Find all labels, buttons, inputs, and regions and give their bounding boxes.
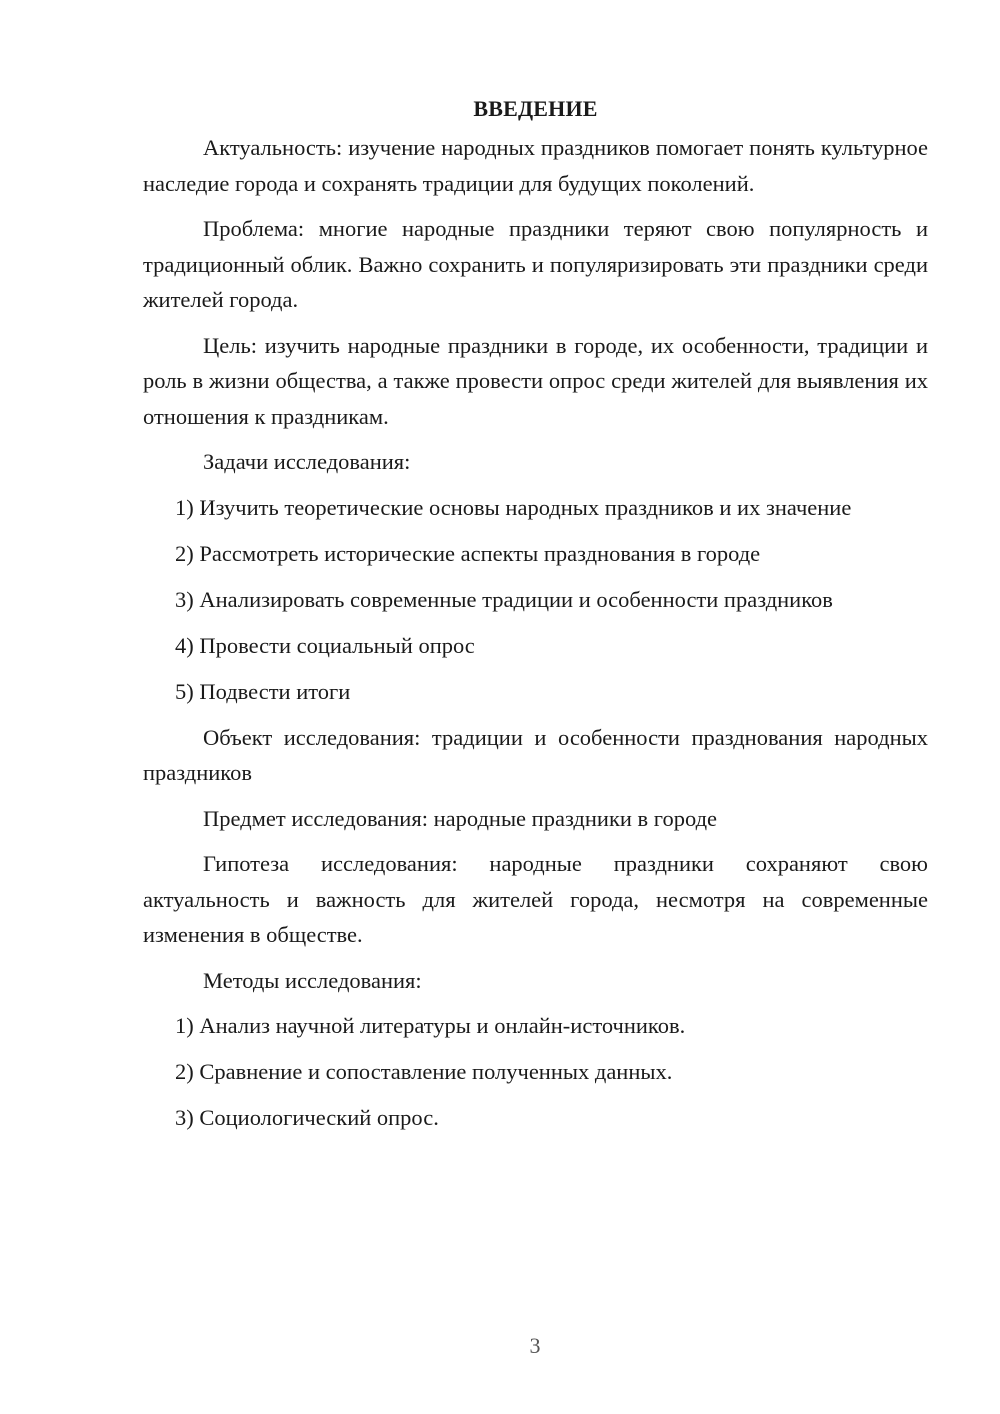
methods-heading: Методы исследования: (203, 967, 422, 993)
object-paragraph: Объект исследования: традиции и особенности празднования народных праздников (143, 724, 928, 785)
goal-paragraph: Цель: изучить народные праздники в городе, их особенности, традиции и роль в жизни общества, а также провести опрос среди жителей для выявления их отношения к праздникам. (143, 332, 928, 429)
tasks-heading: Задачи исследования: (203, 449, 411, 474)
subject-paragraph: Предмет исследования: народные праздники в городе (203, 805, 718, 831)
task-item: 2) Рассмотреть исторические аспекты празднования в городе (175, 540, 761, 566)
hypothesis-paragraph: Гипотеза исследования: народные праздники сохраняют свою актуальность и важность для жителей города, несмотря на современные изменения в обществе. (143, 851, 928, 947)
task-item: 4) Провести социальный опрос (175, 632, 475, 658)
method-item: 2) Сравнение и сопоставление полученных данных. (175, 1059, 673, 1084)
task-item: 5) Подвести итоги (175, 678, 351, 704)
relevance-paragraph: Актуальность: изучение народных праздников помогает понять культурное наследие города и сохранять традиции для будущих поколений. (143, 135, 928, 196)
task-item: 3) Анализировать современные традиции и особенности праздников (175, 586, 833, 612)
methods-list (143, 1008, 928, 1136)
page-number: 3 (529, 1333, 541, 1358)
document-page (143, 92, 928, 1146)
task-item: 1) Изучить теоретические основы народных праздников и их значение (175, 494, 852, 520)
method-item: 3) Социологический опрос. (175, 1105, 439, 1130)
section-title: ВВЕДЕНИЕ (473, 96, 598, 121)
method-item: 1) Анализ научной литературы и онлайн-источников. (175, 1013, 686, 1038)
problem-paragraph: Проблема: многие народные праздники теряют свою популярность и традиционный облик. Важно сохранить и популяризировать эти праздники среди жителей города. (143, 216, 928, 312)
tasks-list (143, 490, 928, 710)
